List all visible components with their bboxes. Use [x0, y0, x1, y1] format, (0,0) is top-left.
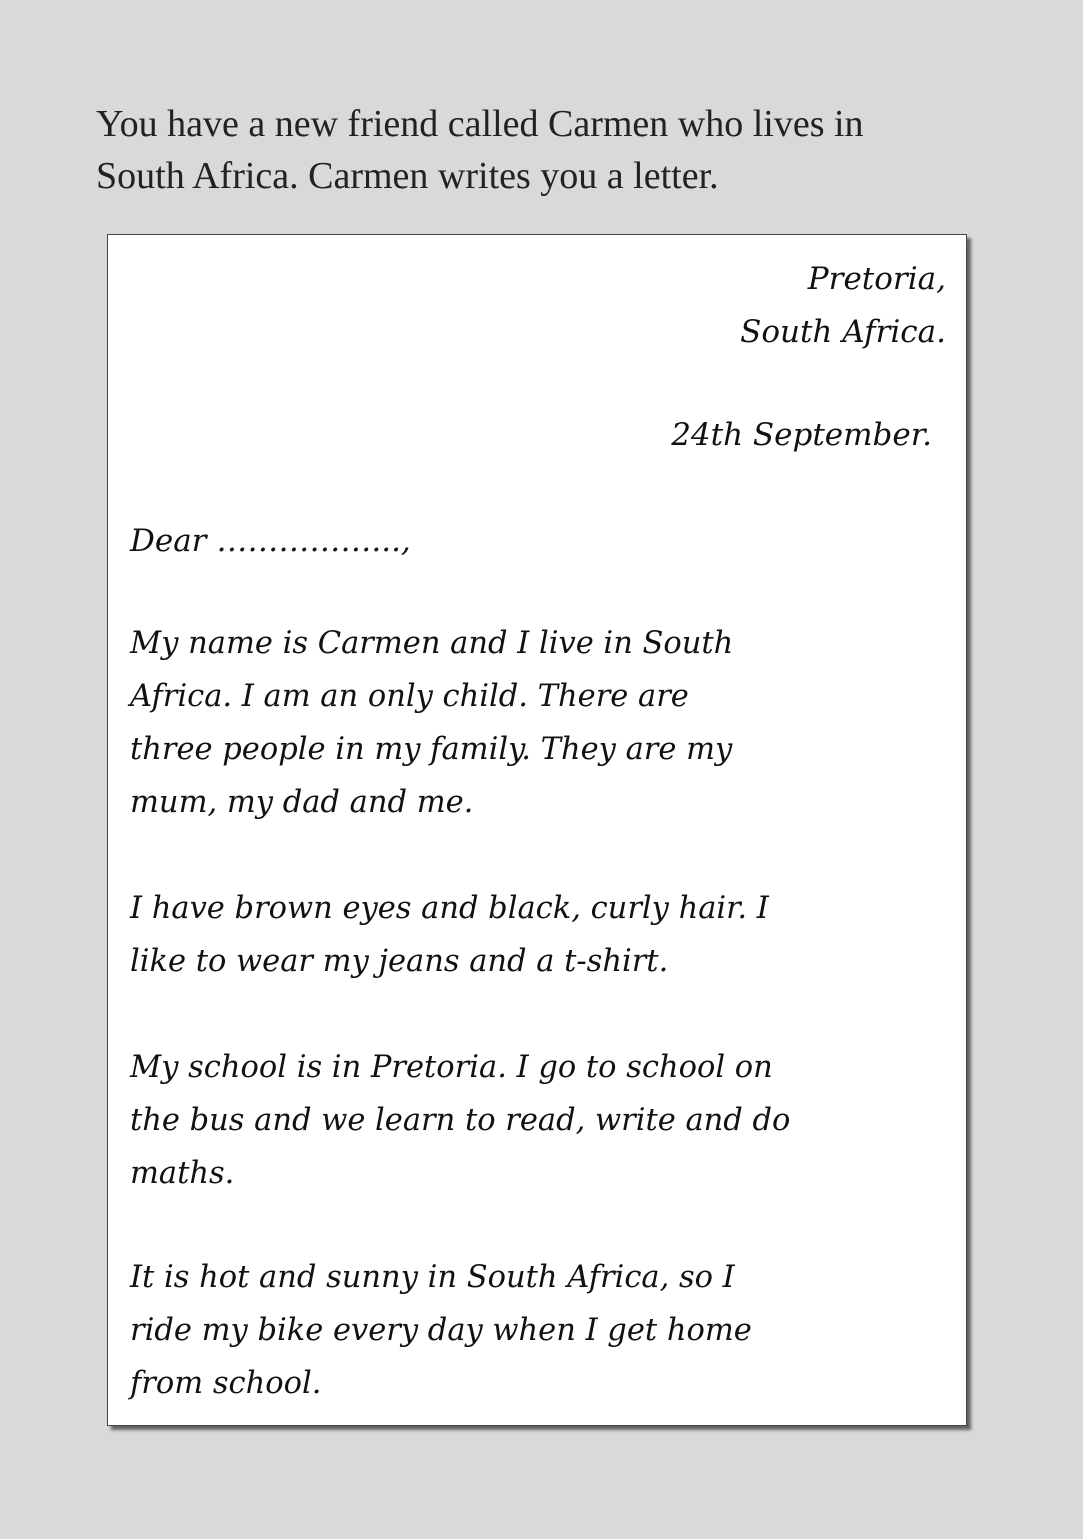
paragraph-line: from school. — [130, 1366, 322, 1401]
instructions-line: You have a new friend called Carmen who lives in — [96, 103, 864, 145]
paragraph-line: I have brown eyes and black, curly hair. I — [130, 891, 769, 926]
paragraph-line: Africa. I am an only child. There are — [130, 679, 689, 714]
paragraph-line: mum, my dad and me. — [130, 785, 474, 820]
paragraph-line: My school is in Pretoria. I go to school on — [130, 1050, 773, 1085]
letter-paragraph-family — [130, 617, 950, 829]
letter-address — [740, 253, 946, 359]
address-city: Pretoria, — [807, 261, 946, 297]
letter-date: 24th September. — [671, 417, 932, 453]
paragraph-line: ride my bike every day when I get home — [130, 1313, 752, 1348]
paragraph-line: three people in my family. They are my — [130, 732, 733, 767]
instructions — [96, 98, 996, 202]
paragraph-line: maths. — [130, 1156, 235, 1191]
letter-paragraph-school — [130, 1041, 950, 1200]
letter-greeting: Dear ……………..., — [130, 523, 411, 559]
address-country: South Africa. — [740, 314, 946, 350]
letter-paragraph-appearance — [130, 882, 950, 988]
instructions-line: South Africa. Carmen writes you a letter. — [96, 155, 719, 197]
paragraph-line: the bus and we learn to read, write and do — [130, 1103, 791, 1138]
letter-paragraph-weather — [130, 1251, 950, 1410]
paragraph-line: like to wear my jeans and a t-shirt. — [130, 944, 669, 979]
paragraph-line: It is hot and sunny in South Africa, so I — [130, 1260, 735, 1295]
paragraph-line: My name is Carmen and I live in South — [130, 626, 734, 661]
letter-card — [107, 234, 967, 1426]
